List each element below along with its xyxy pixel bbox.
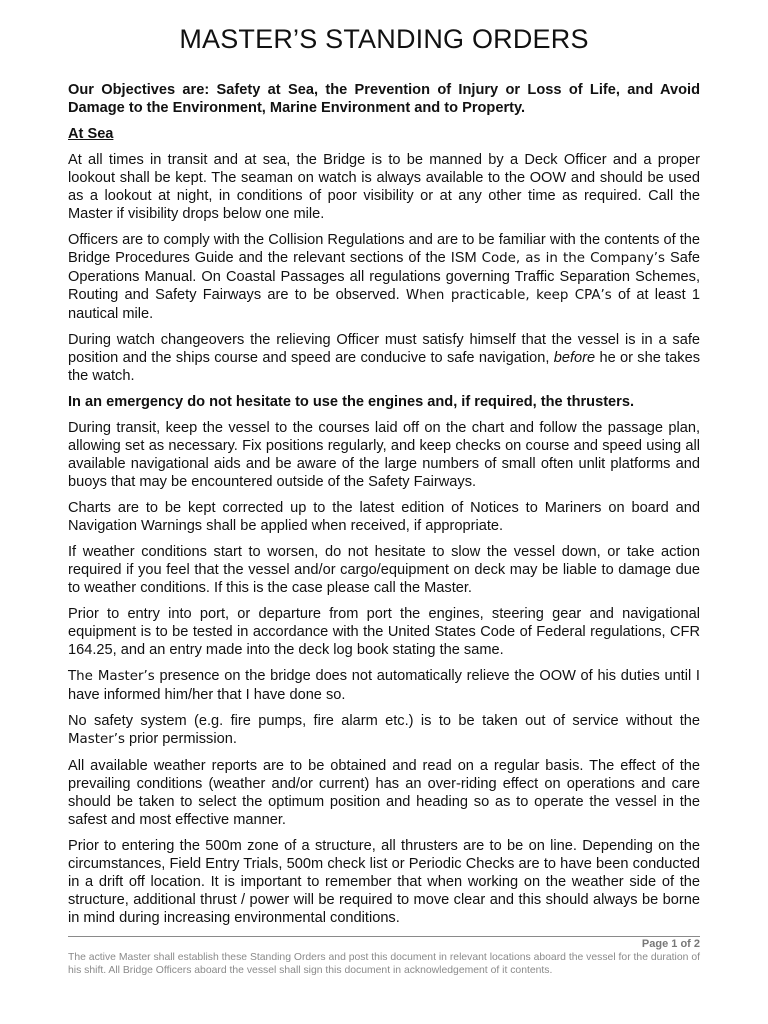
paragraph-500m-zone: Prior to entering the 500m zone of a structure, all thrusters are to be on line. Depending on the circumstances, Field Entry Trials, 500m check list or Periodic Checks are to have been conducted in a drift off location. It is important to remember that when working on the weather side of the structure, additional thrust / power will be required to move clear and this should always be borne in mind during increasing environmental conditions. [68,838,700,926]
text-run: No safety system (e.g. fire pumps, fire alarm etc.) is to be taken out of service without the [68,713,700,729]
text-run-alt: When practicable, keep CPA’s [405,288,612,303]
text-run-alt: Code, as in the Company’s [481,251,666,266]
paragraph-transit: During transit, keep the vessel to the courses laid off on the chart and follow the passage plan, allowing set as necessary. Fix positions regularly, and keep checks on course and speed using all available navigational aids and be aware of the large numbers of small often unlit platforms and buoys that may be encountered outside of the Safety Fairways. [68,420,700,490]
text-run-alt: Master’s [68,732,125,747]
text-run: he or she takes the watch. [68,350,701,384]
paragraph-safety-systems [68,712,700,749]
paragraph-port-entry: Prior to entry into port, or departure from port the engines, steering gear and navigational equipment is to be tested in accordance with the United States Code of Federal regulations, CFR 164.25, and an entry made into the deck log book stating the same. [68,606,700,658]
paragraph-bridge-manning: At all times in transit and at sea, the Bridge is to be manned by a Deck Officer and a proper lookout shall be kept. The seaman on watch is always available to the OOW and should be used as a lookout at night, in conditions of poor visibility or at any other time as required. Call the Master if visibility drops below one mile. [68,152,700,222]
page-number: Page 1 of 2 [641,938,700,950]
text-run: Officers are to comply with the Collision Regulations and are to be familiar with the contents of the Bridge Procedures Guide and the relevant sections of the ISM [68,232,700,266]
text-run: prior permission. [124,731,237,747]
text-run: During watch changeovers the relieving Officer must satisfy himself that the vessel is in a safe position and the ships course and speed are conducive to safe navigation, [68,332,700,366]
text-run-alt: The Master’s [68,669,155,684]
document-body [68,81,700,935]
paragraph-weather-conditions: If weather conditions start to worsen, do not hesitate to slow the vessel down, or take action required if you feel that the vessel and/or cargo/equipment on deck may be liable to damage due to weather conditions. If this is the case please call the Master. [68,544,700,596]
text-run: presence on the bridge does not automatically relieve the OOW of his duties until I have informed him/her that I have done so. [68,668,700,703]
text-run: of at least 1 nautical mile. [68,287,700,322]
text-run-italic: before [553,350,596,366]
page-title: MASTER’S STANDING ORDERS [179,24,589,54]
section-heading-at-sea: At Sea [68,126,114,142]
text-run: Safe Operations Manual. On Coastal Passages all regulations governing Traffic Separation Schemes, Routing and Safety Fairways are to be observed. [68,250,700,303]
footer-note: The active Master shall establish these Standing Orders and post this document in relevant locations aboard the vessel for the duration of his shift. All Bridge Officers aboard the vessel shall sign this document in acknowledgement of it contents. [68,952,700,976]
paragraph-collision-regulations [68,231,700,323]
objectives-statement: Our Objectives are: Safety at Sea, the Prevention of Injury or Loss of Life, and Avoid Damage to the Environment, Marine Environment and to Property. [68,82,700,116]
paragraph-charts: Charts are to be kept corrected up to the latest edition of Notices to Mariners on board and Navigation Warnings shall be applied when received, if appropriate. [68,500,700,534]
paragraph-watch-changeover [68,331,700,385]
page-footer [68,936,700,977]
paragraph-master-presence [68,667,700,704]
paragraph-weather-reports: All available weather reports are to be obtained and read on a regular basis. The effect of the prevailing conditions (weather and/or current) has an over-riding effect on operations and care should be taken to select the optimum position and heading so as to operate the vessel in the safest and most effective manner. [68,758,700,828]
paragraph-emergency: In an emergency do not hesitate to use the engines and, if required, the thrusters. [68,394,635,410]
